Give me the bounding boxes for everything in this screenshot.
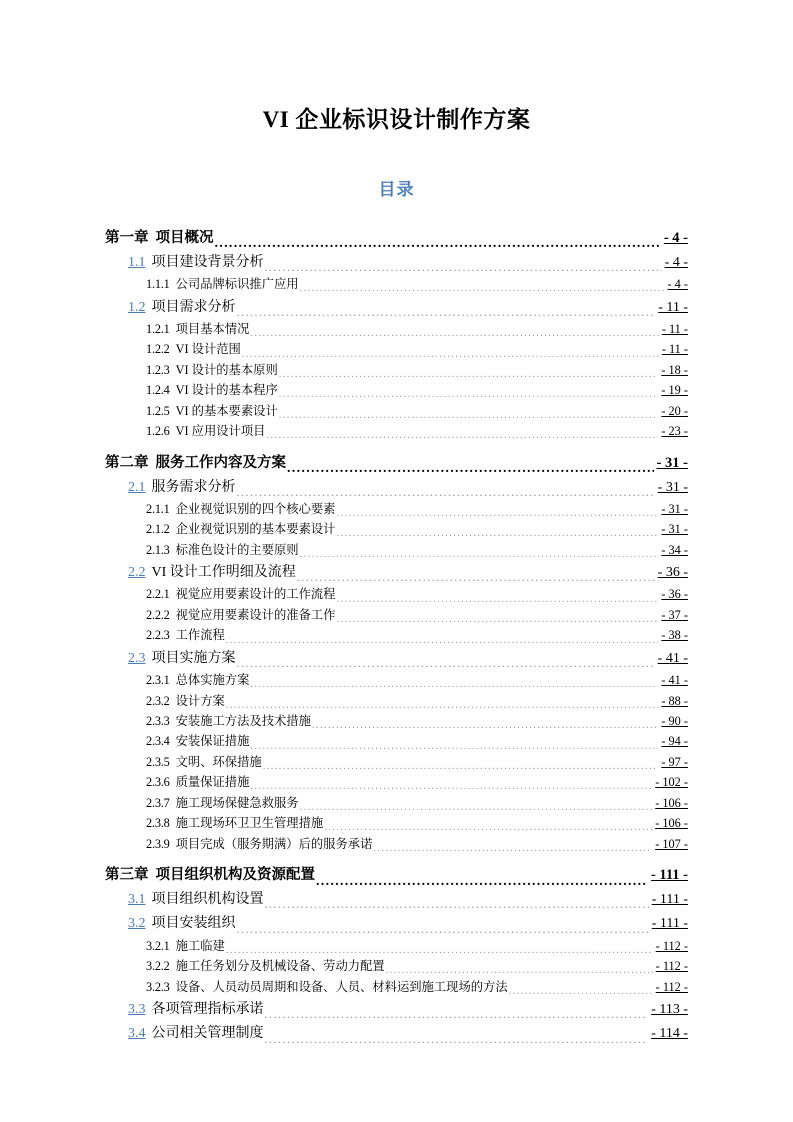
toc-entry-label xyxy=(128,298,236,318)
toc-dot-leader xyxy=(242,347,659,359)
toc-entry-level-2[interactable] xyxy=(105,253,688,273)
toc-entry-level-2[interactable] xyxy=(105,563,688,583)
toc-entry-page-number[interactable]: - 111 - xyxy=(650,867,688,884)
toc-entry-level-3[interactable] xyxy=(105,712,688,730)
toc-entry-text: 企业视觉识别的四个核心要素 xyxy=(175,501,336,516)
toc-dot-leader xyxy=(279,387,659,399)
toc-dot-leader xyxy=(336,526,658,538)
toc-entry-label xyxy=(128,253,264,273)
toc-entry-number: 2.3.2 xyxy=(146,693,170,708)
toc-entry-text: 工作流程 xyxy=(175,628,225,643)
toc-entry-text: 项目组织机构设置 xyxy=(151,892,264,908)
toc-entry-level-2[interactable] xyxy=(105,298,688,318)
toc-entry-page-number[interactable]: - 113 - xyxy=(651,1001,688,1017)
toc-entry-page-number[interactable]: - 36 - xyxy=(657,565,688,581)
toc-entry-level-3[interactable] xyxy=(105,340,688,358)
toc-entry-page-number[interactable]: - 31 - xyxy=(657,479,688,495)
toc-entry-level-3[interactable] xyxy=(105,275,688,293)
toc-entry-page-number[interactable]: - 112 - xyxy=(655,938,688,953)
toc-entry-page-number[interactable]: - 37 - xyxy=(661,607,688,622)
toc-entry-text: 各项管理指标承诺 xyxy=(151,1001,264,1017)
toc-entry-level-3[interactable] xyxy=(105,671,688,689)
toc-entry-number: 2.2.1 xyxy=(146,587,170,602)
toc-entry-level-3[interactable] xyxy=(105,773,688,791)
toc-entry-level-3[interactable] xyxy=(105,320,688,338)
toc-entry-number: 2.3.8 xyxy=(146,816,170,831)
toc-dot-leader xyxy=(250,739,658,751)
toc-entry-page-number[interactable]: - 106 - xyxy=(655,795,688,810)
toc-dot-leader xyxy=(316,872,648,887)
toc-dot-leader xyxy=(265,896,649,910)
toc-entry-level-3[interactable] xyxy=(105,500,688,518)
toc-entry-number: 2.3.1 xyxy=(146,673,170,688)
toc-entry-level-3[interactable] xyxy=(105,422,688,440)
toc-entry-page-number[interactable]: - 88 - xyxy=(661,693,688,708)
toc-entry-label xyxy=(128,563,296,583)
toc-entry-text: VI 设计的基本程序 xyxy=(175,383,278,398)
toc-dot-leader xyxy=(250,326,658,338)
toc-entry-page-number[interactable]: - 31 - xyxy=(661,501,688,516)
toc-dot-leader xyxy=(226,698,659,710)
toc-entry-number: 第一章 xyxy=(105,229,149,246)
toc-entry-text: VI 设计工作明细及流程 xyxy=(151,565,296,581)
toc-entry-number: 2.3.6 xyxy=(146,775,170,790)
toc-dot-leader xyxy=(265,1006,649,1020)
toc-entry-label xyxy=(146,957,385,975)
toc-entry-label xyxy=(105,453,286,474)
toc-dot-leader xyxy=(250,677,658,689)
toc-entry-level-2[interactable] xyxy=(105,890,688,910)
toc-entry-text: 服务需求分析 xyxy=(151,479,236,495)
toc-entry-label xyxy=(128,1000,264,1020)
toc-entry-page-number[interactable]: - 4 - xyxy=(667,277,688,292)
toc-entry-number: 2.1.3 xyxy=(146,542,170,557)
toc-entry-label xyxy=(146,275,299,293)
toc-entry-text: 项目概况 xyxy=(155,229,214,246)
toc-entry-text: 项目完成（服务期满）后的服务承诺 xyxy=(175,836,373,851)
toc-entry-level-3[interactable] xyxy=(105,585,688,603)
toc-dot-leader xyxy=(324,820,652,832)
toc-entry-number: 1.1.1 xyxy=(146,277,170,292)
toc-entry-page-number[interactable]: - 18 - xyxy=(661,362,688,377)
toc-entry-text: 施工现场保健急救服务 xyxy=(175,795,299,810)
toc-entry-page-number[interactable]: - 34 - xyxy=(661,542,688,557)
toc-entry-number: 2.3.5 xyxy=(146,754,170,769)
toc-entry-label xyxy=(146,835,372,853)
toc-entry-number: 3.2.1 xyxy=(146,938,170,953)
toc-entry-level-3[interactable] xyxy=(105,753,688,771)
toc-entry-page-number[interactable]: - 111 - xyxy=(651,916,688,932)
toc-dot-leader xyxy=(287,459,654,474)
toc-dot-leader xyxy=(237,921,649,935)
toc-entry-text: 项目需求分析 xyxy=(151,299,236,315)
toc-entry-number: 2.2 xyxy=(128,565,146,581)
toc-entry-page-number[interactable]: - 11 - xyxy=(661,321,688,336)
toc-dot-leader xyxy=(265,1031,649,1045)
toc-dot-leader xyxy=(297,569,655,583)
toc-entry-label xyxy=(146,753,262,771)
toc-entry-text: 文明、环保措施 xyxy=(175,754,262,769)
table-of-contents xyxy=(105,228,688,1045)
toc-entry-label xyxy=(146,794,299,812)
toc-dot-leader xyxy=(265,259,662,273)
toc-entry-number: 1.2.1 xyxy=(146,321,170,336)
toc-entry-text: 视觉应用要素设计的工作流程 xyxy=(175,587,336,602)
toc-dot-leader xyxy=(336,506,658,518)
toc-entry-label xyxy=(128,1024,264,1044)
toc-entry-text: 标准色设计的主要原则 xyxy=(175,542,299,557)
toc-entry-number: 2.3.7 xyxy=(146,795,170,810)
toc-entry-text: 服务工作内容及方案 xyxy=(155,454,286,471)
toc-entry-level-3[interactable] xyxy=(105,402,688,420)
toc-entry-page-number[interactable]: - 41 - xyxy=(661,673,688,688)
toc-dot-leader xyxy=(279,367,659,379)
toc-entry-number: 3.2 xyxy=(128,916,146,932)
toc-entry-number: 3.2.2 xyxy=(146,959,170,974)
toc-dot-leader xyxy=(300,281,665,293)
toc-entry-number: 1.2.2 xyxy=(146,342,170,357)
toc-entry-level-3[interactable] xyxy=(105,606,688,624)
toc-entry-page-number[interactable]: - 102 - xyxy=(655,775,688,790)
toc-entry-text: 项目安装组织 xyxy=(151,916,236,932)
toc-entry-page-number[interactable]: - 4 - xyxy=(664,254,688,270)
toc-entry-text: 施工任务划分及机械设备、劳动力配置 xyxy=(175,959,385,974)
toc-entry-label xyxy=(146,320,249,338)
toc-entry-level-2[interactable] xyxy=(105,649,688,669)
toc-entry-label xyxy=(146,585,335,603)
toc-entry-text: 安装施工方法及技术措施 xyxy=(175,713,311,728)
page-title: VI 企业标识设计制作方案 xyxy=(262,107,531,132)
toc-entry-number: 2.1 xyxy=(128,479,146,495)
toc-dot-leader xyxy=(250,779,652,791)
toc-entry-number: 1.2 xyxy=(128,299,146,315)
toc-entry-number: 1.2.4 xyxy=(146,383,170,398)
toc-entry-level-1[interactable] xyxy=(105,865,688,886)
toc-entry-page-number[interactable]: - 97 - xyxy=(661,754,688,769)
toc-dot-leader xyxy=(215,234,661,249)
toc-dot-leader xyxy=(336,592,658,604)
toc-entry-level-3[interactable] xyxy=(105,626,688,644)
toc-entry-number: 2.1.1 xyxy=(146,501,170,516)
toc-entry-number: 1.2.6 xyxy=(146,424,170,439)
toc-entry-level-2[interactable] xyxy=(105,1024,688,1044)
toc-entry-level-3[interactable] xyxy=(105,520,688,538)
toc-entry-text: 公司相关管理制度 xyxy=(151,1026,264,1042)
toc-entry-label xyxy=(146,541,299,559)
toc-dot-leader xyxy=(300,547,659,559)
toc-entry-level-3[interactable] xyxy=(105,692,688,710)
toc-entry-level-1[interactable] xyxy=(105,453,688,474)
toc-dot-leader xyxy=(263,759,659,771)
toc-entry-level-3[interactable] xyxy=(105,978,688,996)
toc-entry-page-number[interactable]: - 112 - xyxy=(655,959,688,974)
toc-entry-page-number[interactable]: - 20 - xyxy=(661,403,688,418)
toc-entry-number: 2.3.9 xyxy=(146,836,170,851)
toc-entry-number: 1.1 xyxy=(128,254,146,270)
toc-entry-text: 施工现场环卫卫生管理措施 xyxy=(175,816,324,831)
toc-entry-text: 安装保证措施 xyxy=(175,734,250,749)
toc-entry-page-number[interactable]: - 111 - xyxy=(651,892,688,908)
toc-entry-page-number[interactable]: - 11 - xyxy=(658,299,688,315)
toc-entry-text: VI 设计范围 xyxy=(175,342,241,357)
toc-entry-level-2[interactable] xyxy=(105,478,688,498)
toc-entry-number: 2.1.2 xyxy=(146,522,170,537)
toc-entry-level-3[interactable] xyxy=(105,732,688,750)
toc-entry-text: 公司品牌标识推广应用 xyxy=(175,277,299,292)
toc-entry-number: 1.2.3 xyxy=(146,362,170,377)
toc-entry-label xyxy=(146,712,311,730)
toc-entry-label xyxy=(146,402,278,420)
toc-entry-number: 2.3 xyxy=(128,650,146,666)
toc-entry-label xyxy=(146,937,225,955)
toc-dot-leader xyxy=(237,655,655,669)
toc-entry-label xyxy=(146,732,249,750)
toc-entry-number: 2.2.2 xyxy=(146,607,170,622)
toc-entry-level-3[interactable] xyxy=(105,957,688,975)
toc-entry-label xyxy=(146,340,241,358)
toc-dot-leader xyxy=(237,484,655,498)
toc-entry-page-number[interactable]: - 114 - xyxy=(651,1026,688,1042)
toc-entry-label xyxy=(128,649,236,669)
toc-entry-label xyxy=(146,626,225,644)
toc-dot-leader xyxy=(336,612,658,624)
toc-entry-page-number[interactable]: - 11 - xyxy=(661,342,688,357)
toc-dot-leader xyxy=(226,943,653,955)
toc-entry-text: 质量保证措施 xyxy=(175,775,250,790)
toc-entry-text: 设计方案 xyxy=(175,693,225,708)
toc-entry-text: VI 的基本要素设计 xyxy=(175,403,278,418)
toc-entry-label xyxy=(146,520,335,538)
toc-entry-page-number[interactable]: - 23 - xyxy=(661,424,688,439)
toc-entry-page-number[interactable]: - 36 - xyxy=(661,587,688,602)
toc-entry-text: 视觉应用要素设计的准备工作 xyxy=(175,607,336,622)
toc-entry-number: 第三章 xyxy=(105,867,149,884)
toc-entry-text: 项目建设背景分析 xyxy=(151,254,264,270)
toc-entry-page-number[interactable]: - 19 - xyxy=(661,383,688,398)
toc-entry-page-number[interactable]: - 112 - xyxy=(655,979,688,994)
toc-entry-label xyxy=(128,914,236,934)
toc-dot-leader xyxy=(386,963,653,975)
toc-entry-label xyxy=(128,478,236,498)
toc-entry-level-1[interactable] xyxy=(105,228,688,249)
toc-entry-level-3[interactable] xyxy=(105,794,688,812)
toc-entry-label xyxy=(128,890,264,910)
toc-entry-label xyxy=(146,606,335,624)
toc-entry-level-2[interactable] xyxy=(105,1000,688,1020)
toc-entry-text: VI 应用设计项目 xyxy=(175,424,266,439)
toc-entry-page-number[interactable]: - 31 - xyxy=(656,454,688,471)
toc-entry-number: 1.2.5 xyxy=(146,403,170,418)
toc-entry-number: 3.1 xyxy=(128,892,146,908)
toc-entry-number: 2.3.3 xyxy=(146,713,170,728)
toc-entry-page-number[interactable]: - 4 - xyxy=(663,229,688,246)
toc-entry-text: 施工临建 xyxy=(175,938,225,953)
toc-entry-number: 3.4 xyxy=(128,1026,146,1042)
toc-entry-level-3[interactable] xyxy=(105,814,688,832)
toc-entry-label xyxy=(146,978,508,996)
toc-entry-text: 项目基本情况 xyxy=(175,321,250,336)
toc-entry-text: 企业视觉识别的基本要素设计 xyxy=(175,522,336,537)
toc-entry-number: 第二章 xyxy=(105,454,149,471)
toc-entry-label xyxy=(146,773,249,791)
toc-entry-level-3[interactable] xyxy=(105,381,688,399)
toc-entry-text: VI 设计的基本原则 xyxy=(175,362,278,377)
table-of-contents-heading: 目录 xyxy=(378,179,415,199)
toc-entry-label xyxy=(146,500,335,518)
toc-entry-page-number[interactable]: - 90 - xyxy=(661,713,688,728)
toc-entry-label xyxy=(146,671,249,689)
toc-entry-text: 设备、人员动员周期和设备、人员、材料运到施工现场的方法 xyxy=(175,979,508,994)
toc-entry-level-3[interactable] xyxy=(105,361,688,379)
toc-entry-page-number[interactable]: - 31 - xyxy=(661,522,688,537)
toc-entry-number: 3.2.3 xyxy=(146,979,170,994)
toc-entry-number: 2.2.3 xyxy=(146,628,170,643)
toc-entry-page-number[interactable]: - 107 - xyxy=(655,836,688,851)
toc-entry-label xyxy=(146,692,225,710)
toc-entry-label xyxy=(105,228,214,249)
toc-entry-text: 项目实施方案 xyxy=(151,650,236,666)
toc-dot-leader xyxy=(300,800,653,812)
toc-entry-page-number[interactable]: - 106 - xyxy=(655,816,688,831)
toc-entry-text: 总体实施方案 xyxy=(175,673,250,688)
toc-dot-leader xyxy=(237,304,656,318)
toc-entry-text: 项目组织机构及资源配置 xyxy=(155,867,315,884)
toc-entry-label xyxy=(146,422,265,440)
toc-entry-level-3[interactable] xyxy=(105,835,688,853)
toc-entry-label xyxy=(146,361,278,379)
toc-entry-page-number[interactable]: - 94 - xyxy=(661,734,688,749)
toc-dot-leader xyxy=(279,408,659,420)
toc-entry-level-3[interactable] xyxy=(105,937,688,955)
toc-dot-leader xyxy=(266,428,658,440)
toc-dot-leader xyxy=(509,984,653,996)
toc-entry-level-3[interactable] xyxy=(105,541,688,559)
toc-dot-leader xyxy=(226,633,659,645)
toc-dot-leader xyxy=(373,841,652,853)
toc-entry-label xyxy=(105,865,315,886)
toc-entry-label xyxy=(146,814,323,832)
toc-entry-number: 2.3.4 xyxy=(146,734,170,749)
toc-dot-leader xyxy=(312,718,658,730)
toc-entry-page-number[interactable]: - 38 - xyxy=(661,628,688,643)
toc-entry-label xyxy=(146,381,278,399)
toc-entry-level-2[interactable] xyxy=(105,914,688,934)
toc-entry-number: 3.3 xyxy=(128,1001,146,1017)
toc-entry-page-number[interactable]: - 41 - xyxy=(657,650,688,666)
